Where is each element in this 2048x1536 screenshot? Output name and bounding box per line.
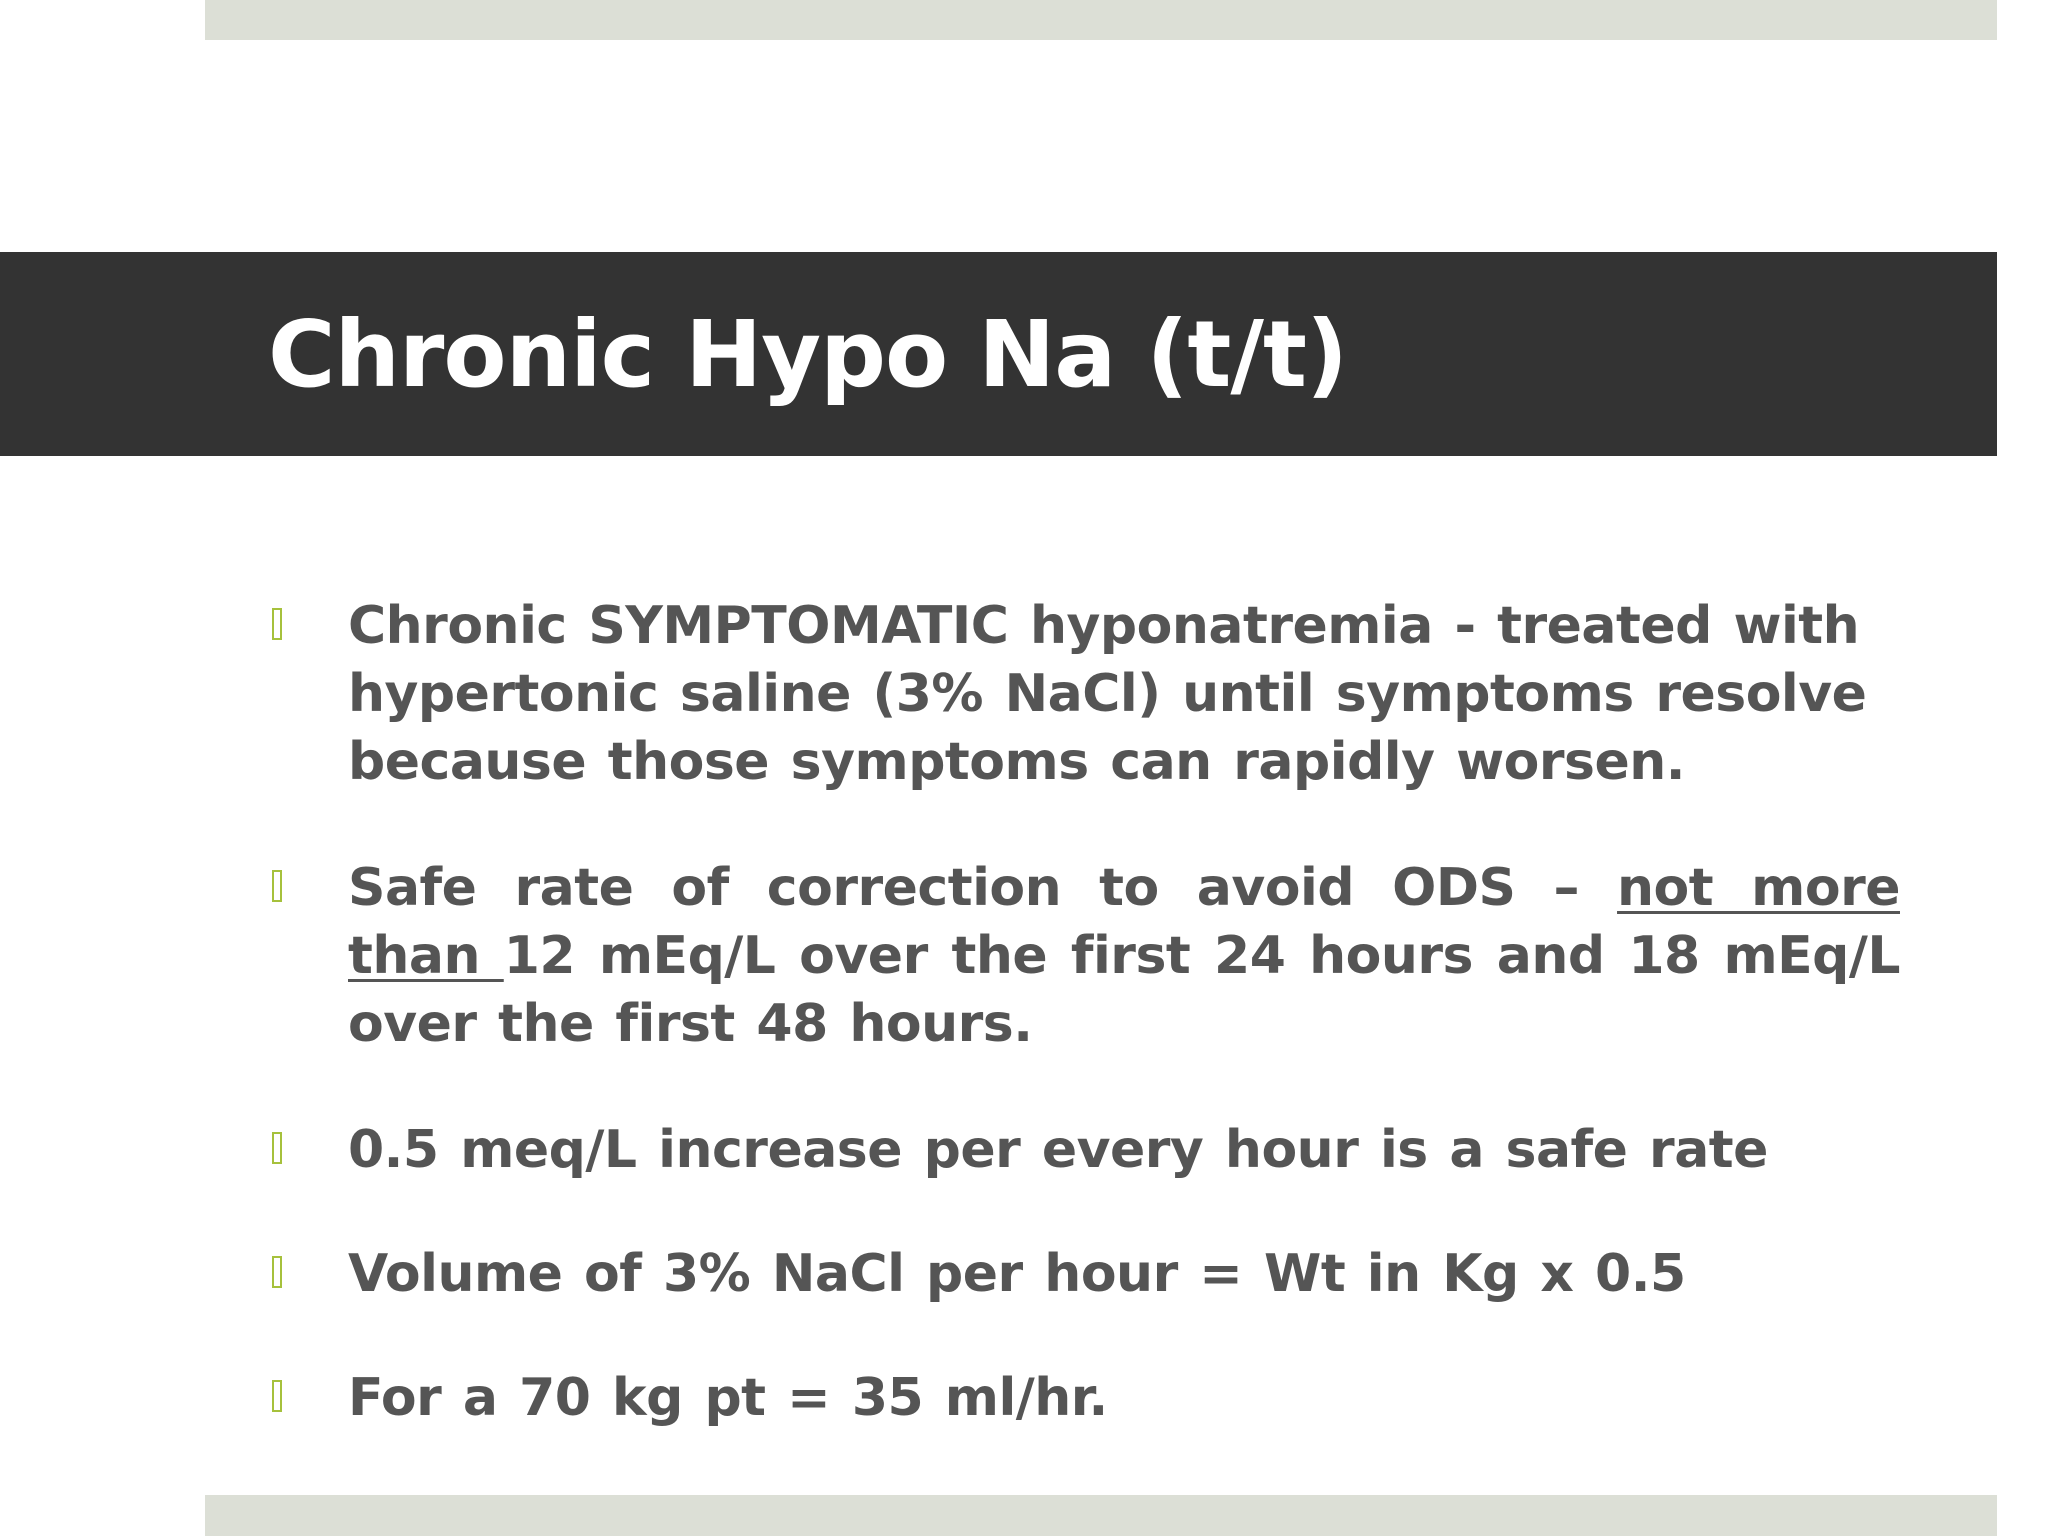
bullet-marker-icon [272, 1380, 282, 1412]
bullet-text [348, 854, 1900, 1058]
bullet-marker-icon [272, 1256, 282, 1288]
bullet-item-hourly-rate [268, 1116, 1900, 1184]
bullet-list [268, 592, 1900, 1432]
bottom-decor-bar [205, 1495, 1997, 1536]
bullet-item-example [268, 1364, 1900, 1432]
bullet-text-lead: Safe rate of correction to avoid ODS – [348, 858, 1618, 918]
slide-title: Chronic Hypo Na (t/t) [268, 301, 1348, 408]
bullet-text: 0.5 meq/L increase per every hour is a safe rate [348, 1120, 1768, 1180]
bullet-marker-icon [272, 870, 282, 902]
bullet-marker-icon [272, 1132, 282, 1164]
bullet-text: Volume of 3% NaCl per hour = Wt in Kg x 0.5 [348, 1244, 1686, 1304]
bullet-text: For a 70 kg pt = 35 ml/hr. [348, 1368, 1108, 1428]
bullet-item-symptomatic-treatment [268, 592, 1900, 796]
bullet-text-tail: 12 mEq/L over the first 24 hours and 18 mEq/L over the first 48 hours. [348, 926, 1901, 1054]
bullet-marker-icon [272, 608, 282, 640]
bullet-item-volume-formula [268, 1240, 1900, 1308]
bullet-text: Chronic SYMPTOMATIC hyponatremia - treated with hypertonic saline (3% NaCl) until symptoms resolve because those symptoms can rapidly worsen. [348, 596, 1867, 792]
bullet-item-safe-rate [268, 854, 1900, 1058]
bullet-text-underlined: not more than [348, 858, 1900, 986]
top-decor-bar [205, 0, 1997, 40]
